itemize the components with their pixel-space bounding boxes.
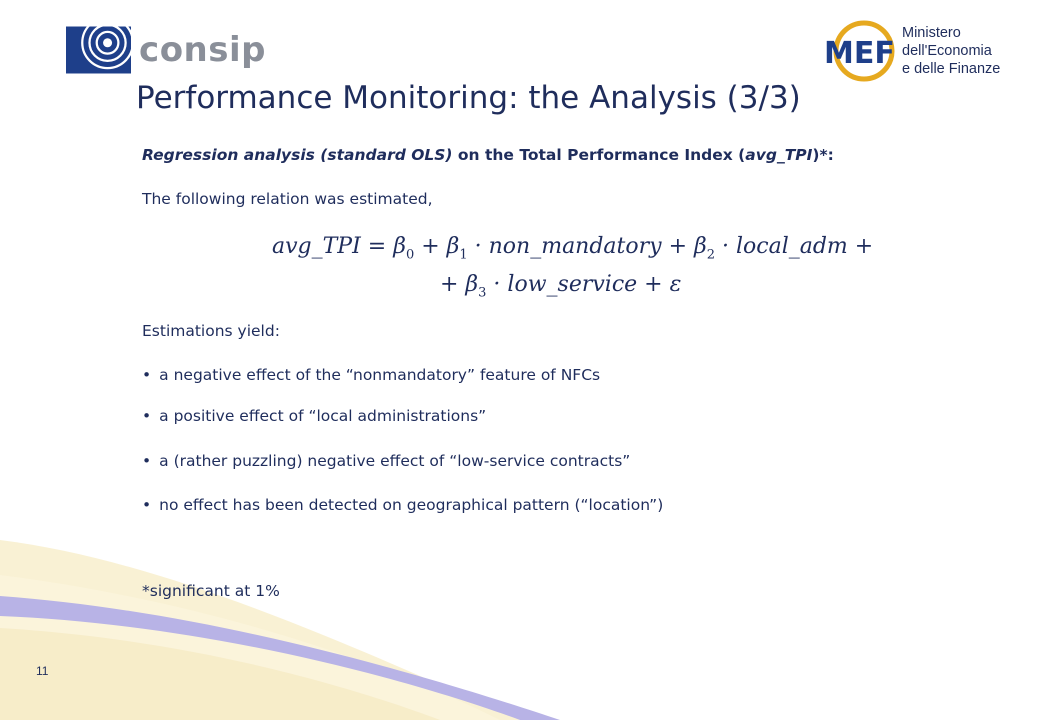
intro-method: Regression analysis (standard OLS) [142, 146, 453, 164]
eq-sub-0: 0 [405, 247, 415, 263]
bullet-item [142, 407, 486, 425]
intro-variable: avg_TPI [745, 146, 813, 164]
eq-term-beta3: + β [440, 272, 479, 297]
bullet-dot: • [142, 366, 152, 384]
slide-title: Performance Monitoring: the Analysis (3/3) [136, 80, 801, 116]
bullet-dot: • [142, 496, 152, 514]
intro-line [142, 146, 834, 164]
bullet-item [142, 496, 663, 514]
consip-wordmark: consip [139, 30, 266, 70]
equation-line-1 [272, 234, 873, 262]
intro-suffix: )*: [812, 146, 834, 164]
eq-term-lowservice: · low_service + ε [486, 272, 682, 297]
equation-line-2 [440, 272, 681, 300]
page-number: 11 [36, 664, 49, 678]
mef-logo [820, 18, 1020, 84]
mef-logo-icon [820, 19, 896, 83]
mef-logo-text: MEF [824, 36, 895, 71]
bullet-text: no effect has been detected on geographical pattern (“location”) [159, 496, 664, 514]
bullet-dot: • [142, 407, 152, 425]
eq-sub-2: 2 [706, 247, 715, 263]
consip-logo [66, 22, 266, 78]
eq-sub-1: 1 [459, 247, 468, 263]
mef-org-line3: e delle Finanze [902, 61, 1001, 77]
bullet-item [142, 452, 630, 470]
footnote: *significant at 1% [142, 582, 280, 600]
bullet-dot: • [142, 452, 152, 470]
relation-line: The following relation was estimated, [142, 190, 433, 208]
eq-term-beta1: + β [414, 234, 460, 259]
eq-term-nonmandatory: · non_mandatory + β [467, 234, 707, 259]
consip-logo-icon [66, 24, 131, 76]
regression-equation [272, 234, 874, 314]
mef-org-line2: dell'Economia [902, 43, 992, 59]
bullet-text: a (rather puzzling) negative effect of “low-service contracts” [159, 452, 631, 470]
intro-text: on the Total Performance Index ( [452, 146, 746, 164]
bullet-item [142, 366, 600, 384]
bullet-text: a positive effect of “local administrations” [159, 407, 487, 425]
bullet-text: a negative effect of the “nonmandatory” feature of NFCs [159, 366, 601, 384]
mef-org-line1: Ministero [902, 25, 961, 41]
mef-org-name [902, 24, 1000, 78]
eq-term-localadm: · local_adm + [715, 234, 874, 259]
estimations-heading: Estimations yield: [142, 322, 280, 340]
eq-sub-3: 3 [478, 285, 487, 301]
eq-term-lhs: avg_TPI = β [272, 234, 406, 259]
